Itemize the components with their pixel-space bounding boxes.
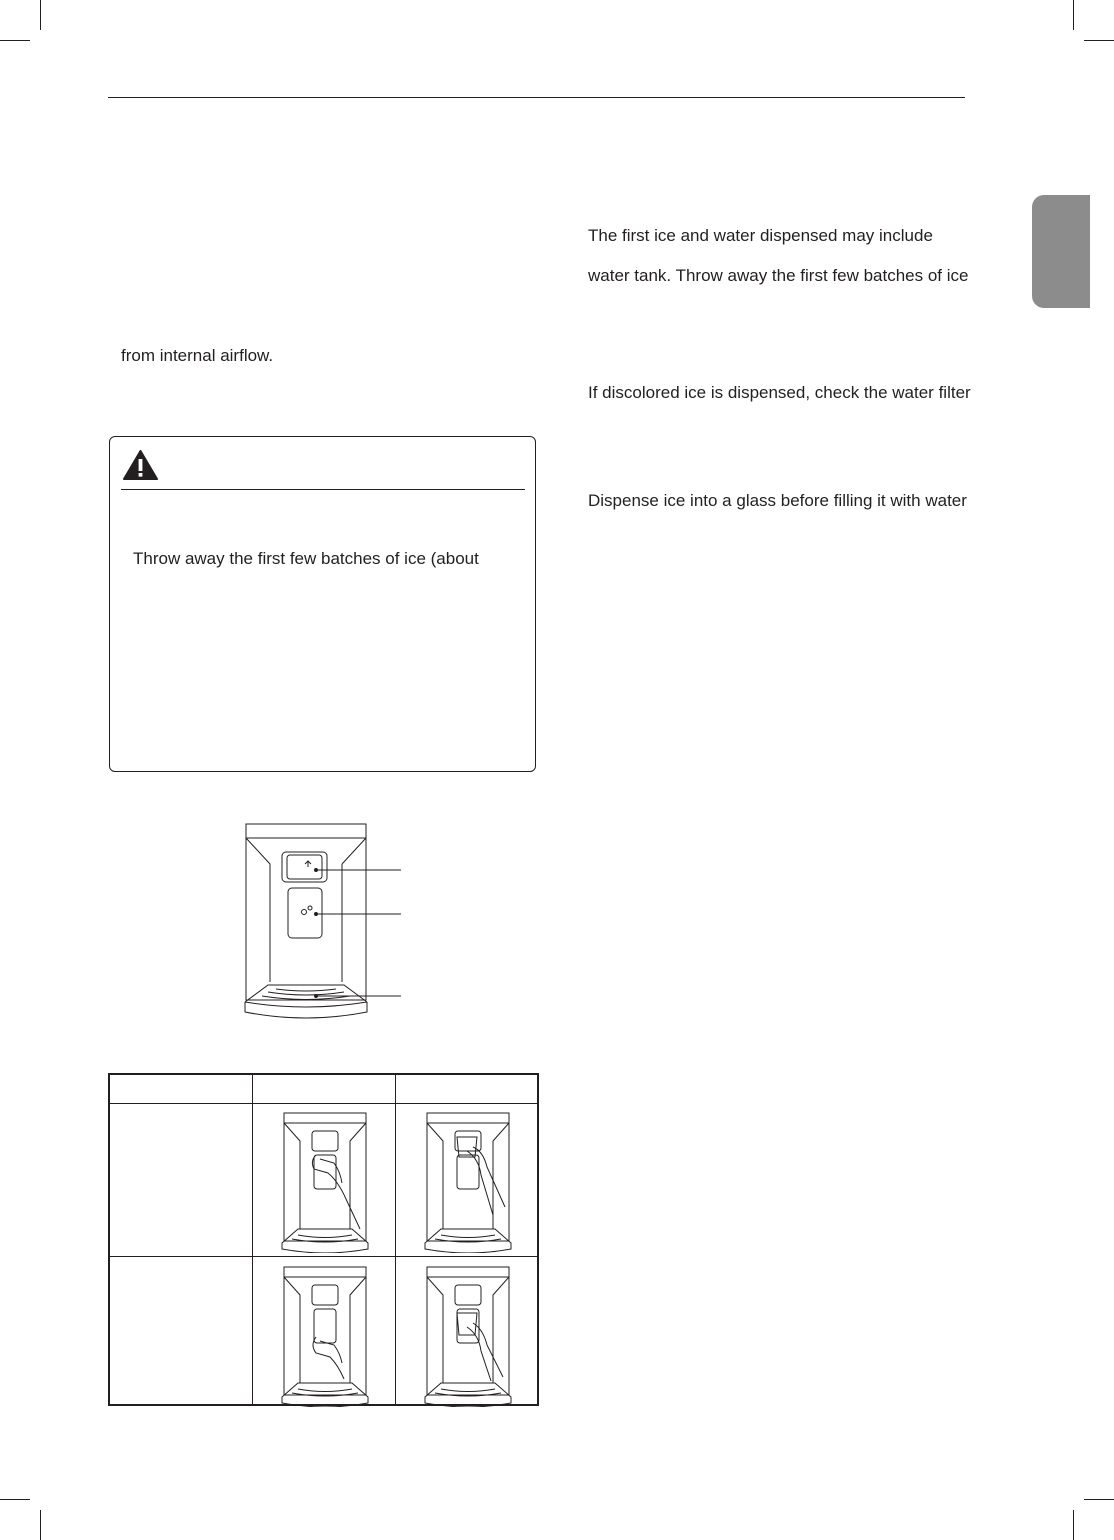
warning-rule — [121, 489, 525, 490]
language-side-tab — [1032, 195, 1090, 308]
table-column-divider — [252, 1075, 253, 1404]
crop-mark — [40, 1510, 41, 1540]
crop-mark — [40, 0, 41, 30]
airflow-text: from internal airflow. — [121, 346, 274, 365]
para1-line2: water tank. Throw away the first few batches of ice — [588, 266, 969, 285]
para3-text: Dispense ice into a glass before filling it with water — [588, 491, 967, 510]
crop-mark — [1073, 0, 1074, 30]
crop-mark — [1084, 1499, 1114, 1500]
crop-mark — [1073, 1510, 1074, 1540]
header-rule — [108, 97, 965, 98]
para2-text: If discolored ice is dispensed, check the water filter — [588, 383, 971, 402]
instruction-figure-table — [108, 1073, 539, 1406]
warning-box — [109, 436, 536, 772]
warning-text: Throw away the first few batches of ice (about — [133, 549, 479, 568]
press-water-paddle-illustration — [280, 1111, 372, 1253]
warning-triangle-icon — [122, 449, 159, 486]
para1-line1: The first ice and water dispensed may include — [588, 226, 933, 245]
crop-mark — [0, 1499, 30, 1500]
dispenser-illustration — [238, 822, 408, 1029]
crop-mark — [1084, 40, 1114, 41]
table-column-divider — [395, 1075, 396, 1404]
cup-water-outlet-illustration — [423, 1111, 515, 1253]
press-ice-paddle-illustration — [280, 1265, 372, 1407]
cup-ice-chute-illustration — [423, 1265, 515, 1407]
table-row-divider — [110, 1256, 537, 1257]
table-header-divider — [110, 1103, 537, 1104]
crop-mark — [0, 40, 30, 41]
